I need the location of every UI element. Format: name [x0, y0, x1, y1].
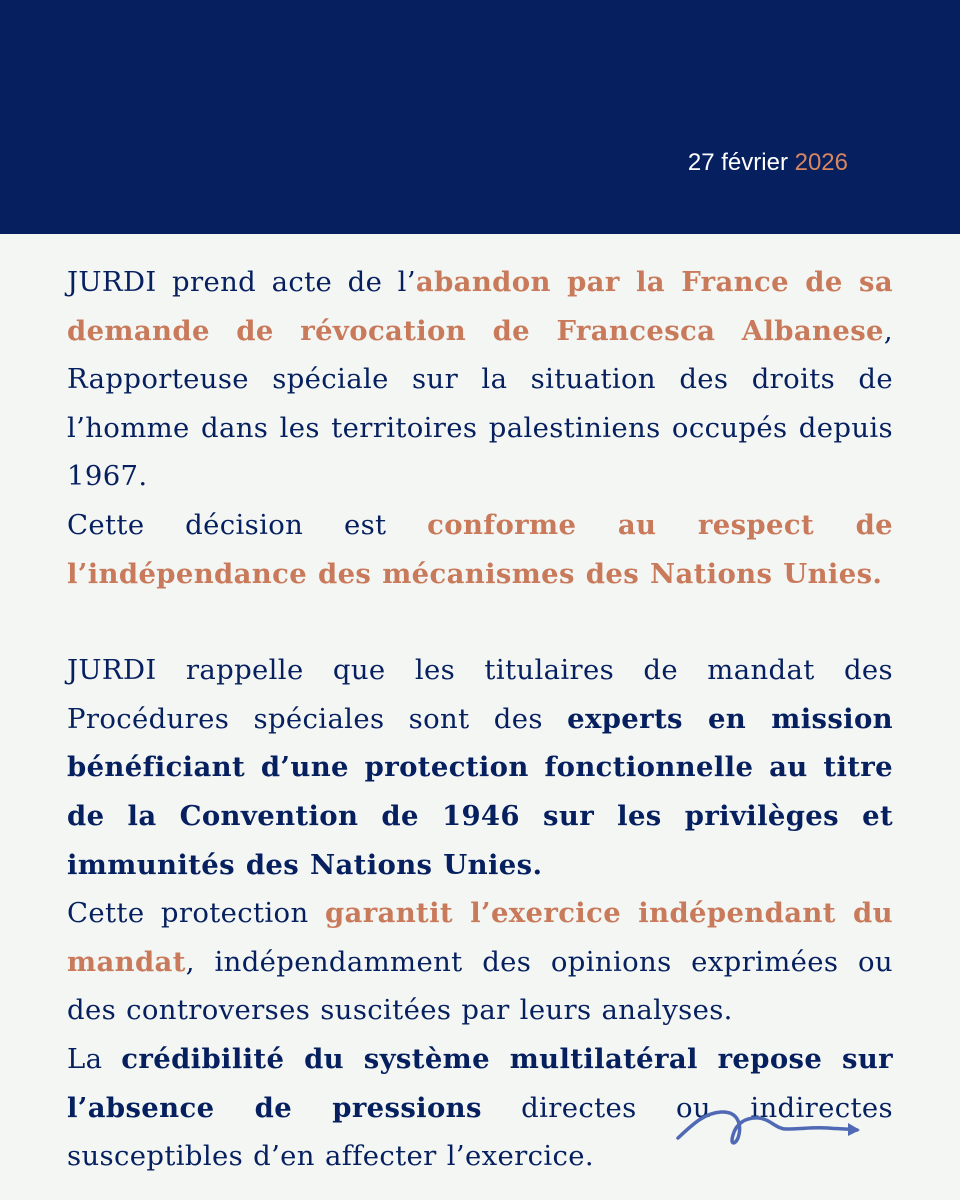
- statement-body: [67, 258, 893, 1181]
- header-band: [0, 0, 960, 234]
- paragraph-1: [67, 258, 893, 501]
- p1-highlight: abandon par la France de sa demande de révocation de Francesca Albanese: [67, 266, 894, 347]
- p1-text-1: JURDI prend acte de l’: [67, 266, 416, 298]
- p5-bold: crédibilité du système multilatéral repose sur l’absence de pressions: [67, 1042, 893, 1124]
- p4-highlight: garantit l’exercice indépendant du mandat: [67, 897, 893, 978]
- p2-text-1: Cette décision est: [67, 508, 428, 541]
- paragraph-3: [67, 646, 893, 889]
- publication-date: [688, 146, 848, 180]
- p3-bold: experts en mission bénéficiant d’une protection fonctionnelle au titre de la Convention de 1946 sur les privilèges et immunités des Nations Unies.: [67, 702, 893, 881]
- p5-text-2: directes ou indirectes susceptibles d’en affecter l’exercice.: [67, 1091, 893, 1173]
- p4-text-2: , indépendamment des opinions exprimées ou des controverses suscitées par leurs analyses.: [67, 945, 893, 1027]
- date-day-month: 27 février: [687, 149, 788, 176]
- paragraph-4: [67, 889, 893, 1035]
- p2-highlight: conforme au respect de l’indépendance des mécanismes des Nations Unies.: [67, 508, 893, 590]
- paragraph-2: [67, 501, 893, 598]
- p4-text-1: Cette protection: [67, 897, 325, 930]
- squiggle-arrow-icon: [672, 1100, 872, 1150]
- p1-text-2: , Rapporteuse spéciale sur la situation des droits de l’homme dans les territoires palestiniens occupés depuis 1967.: [67, 314, 893, 493]
- date-year: 2026: [794, 149, 848, 176]
- paragraph-spacer: [67, 598, 893, 646]
- p5-text-1: La: [67, 1042, 122, 1075]
- p3-text-1: JURDI rappelle que les titulaires de mandat des Procédures spéciales sont des: [67, 654, 893, 735]
